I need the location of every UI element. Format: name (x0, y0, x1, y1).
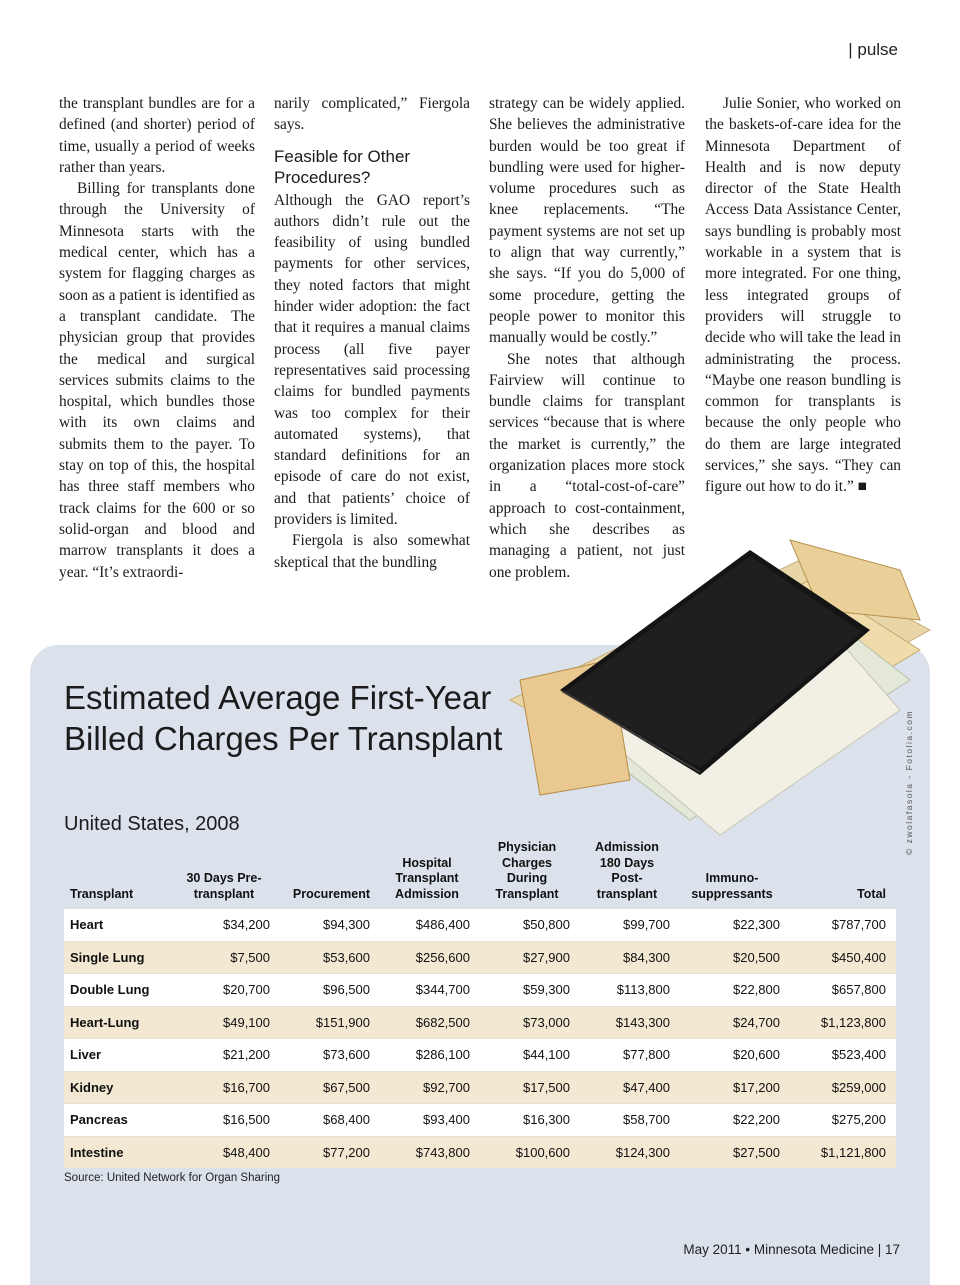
charge-cell: $58,700 (578, 1104, 678, 1137)
column-header: Total (857, 886, 886, 901)
transplant-name-cell: Intestine (64, 1136, 172, 1168)
paragraph: narily complicated,” Fiergola says. (274, 95, 470, 134)
charge-cell: $21,200 (172, 1039, 278, 1072)
charge-cell: $27,500 (678, 1136, 788, 1168)
charge-cell: $143,300 (578, 1006, 678, 1039)
table-row (64, 1039, 896, 1072)
table-source: Source: United Network for Organ Sharing (64, 1172, 281, 1184)
table-row (64, 1136, 896, 1168)
paragraph: strategy can be widely applied. She believes the administrative burden would be too great if bundling were used for higher-volume procedures such as knee replacements. “The payment systems are not set up to align that way currently,” she says. “If you do 5,000 of some procedure, getting the people power to monitor this manually would be costly.” (489, 95, 685, 347)
charge-cell: $17,200 (678, 1071, 788, 1104)
charge-cell: $92,700 (378, 1071, 478, 1104)
paragraph: the transplant bundles are for a defined (and shorter) period of time, usually a period of weeks rather than years. (59, 95, 255, 176)
transplant-name-cell: Kidney (64, 1071, 172, 1104)
charge-cell: $73,000 (478, 1006, 578, 1039)
charge-cell: $450,400 (788, 941, 896, 974)
charge-cell: $22,300 (678, 909, 788, 942)
table-row (64, 1104, 896, 1137)
article-column-3 (489, 93, 685, 583)
transplant-name-cell: Liver (64, 1039, 172, 1072)
charge-cell: $59,300 (478, 974, 578, 1007)
article-column-2 (274, 93, 470, 573)
article-body (59, 93, 902, 581)
charge-cell: $84,300 (578, 941, 678, 974)
charge-cell: $22,200 (678, 1104, 788, 1137)
column-header: Immuno-suppressants (691, 871, 773, 901)
charge-cell: $44,100 (478, 1039, 578, 1072)
charge-cell: $16,500 (172, 1104, 278, 1137)
transplant-name-cell: Single Lung (64, 941, 172, 974)
charge-cell: $50,800 (478, 909, 578, 942)
charges-table (64, 840, 896, 1168)
article-column-4 (705, 93, 901, 498)
table-body (64, 909, 896, 1169)
charge-cell: $73,600 (278, 1039, 378, 1072)
table-row (64, 1071, 896, 1104)
charge-cell: $259,000 (788, 1071, 896, 1104)
charge-cell: $124,300 (578, 1136, 678, 1168)
charge-cell: $67,500 (278, 1071, 378, 1104)
section-tag: | pulse (848, 40, 898, 59)
wallet-with-money-image (500, 520, 940, 840)
charge-cell: $113,800 (578, 974, 678, 1007)
column-header: Transplant (70, 886, 134, 901)
paragraph: Fiergola is also somewhat skeptical that the bundling (274, 532, 470, 571)
charge-cell: $68,400 (278, 1104, 378, 1137)
charge-cell: $16,300 (478, 1104, 578, 1137)
charge-cell: $27,900 (478, 941, 578, 974)
charge-cell: $344,700 (378, 974, 478, 1007)
paragraph: Julie Sonier, who worked on the baskets-of-care idea for the Minnesota Department of Health and is now deputy director of the State Health Access Data Assistance Center, says bundling is probably most workable in a system that is more integrated. For one thing, less integrated groups of providers will struggle to decide who will take the lead in administrating the process. “Maybe one reason bundling is common for transplants is because the only people who do them are large integrated services,” she says. “They can figure out how to do it.” ■ (705, 95, 901, 496)
charge-cell: $53,600 (278, 941, 378, 974)
charge-cell: $1,121,800 (788, 1136, 896, 1168)
charge-cell: $657,800 (788, 974, 896, 1007)
charge-cell: $24,700 (678, 1006, 788, 1039)
charge-cell: $20,600 (678, 1039, 788, 1072)
charge-cell: $20,700 (172, 974, 278, 1007)
charge-cell: $100,600 (478, 1136, 578, 1168)
charge-cell: $682,500 (378, 1006, 478, 1039)
transplant-name-cell: Double Lung (64, 974, 172, 1007)
column-header: Hospital Transplant Admission (395, 855, 459, 901)
table-subtitle: United States, 2008 (64, 813, 240, 835)
charge-cell: $99,700 (578, 909, 678, 942)
charge-cell: $48,400 (172, 1136, 278, 1168)
table-row (64, 1006, 896, 1039)
column-header: Physician Charges During Transplant (495, 840, 559, 901)
charge-cell: $743,800 (378, 1136, 478, 1168)
charge-cell: $17,500 (478, 1071, 578, 1104)
transplant-name-cell: Heart (64, 909, 172, 942)
charge-cell: $77,200 (278, 1136, 378, 1168)
charge-cell: $47,400 (578, 1071, 678, 1104)
charge-cell: $96,500 (278, 974, 378, 1007)
charge-cell: $77,800 (578, 1039, 678, 1072)
charge-cell: $20,500 (678, 941, 788, 974)
charge-cell: $486,400 (378, 909, 478, 942)
charge-cell: $523,400 (788, 1039, 896, 1072)
column-header: 30 Days Pre-transplant (186, 871, 262, 901)
table-header-row (64, 840, 896, 909)
charge-cell: $286,100 (378, 1039, 478, 1072)
charge-cell: $275,200 (788, 1104, 896, 1137)
table-row (64, 974, 896, 1007)
charge-cell: $16,700 (172, 1071, 278, 1104)
transplant-name-cell: Heart-Lung (64, 1006, 172, 1039)
charge-cell: $1,123,800 (788, 1006, 896, 1039)
charge-cell: $787,700 (788, 909, 896, 942)
transplant-name-cell: Pancreas (64, 1104, 172, 1137)
charge-cell: $22,800 (678, 974, 788, 1007)
charge-cell: $151,900 (278, 1006, 378, 1039)
paragraph: Billing for transplants done through the University of Minnesota starts with the medical center, which has a system for flagging charges as soon as a patient is identified as a transplant candidate. The physician group that provides the medical and surgical services submits claims to the hospital, which bundles those with its own claims and submits them to the payer. To stay on top of this, the hospital has three staff members who track claims for the 600 or so solid-organ and blood and marrow transplants it does a year. “It’s extraordi- (59, 180, 255, 581)
page-footer: May 2011 • Minnesota Medicine | 17 (683, 1242, 900, 1257)
charge-cell: $93,400 (378, 1104, 478, 1137)
paragraph: She notes that although Fairview will continue to bundle claims for transplant services “because that is where the market is currently,” the organization places more stock in a “total-cost-of-care” approach to cost-containment, which she describes as managing a patient, not just one problem. (489, 350, 685, 581)
column-header: Procurement (292, 886, 370, 901)
photo-credit: © zwolafasola - Fotolia.com (904, 709, 914, 855)
article-column-1 (59, 93, 255, 583)
charge-cell: $7,500 (172, 941, 278, 974)
table-row (64, 909, 896, 942)
subheading: Feasible for Other Procedures? (274, 146, 411, 187)
paragraph: Although the GAO report’s authors didn’t rule out the feasibility of using bundled payments for other services, they noted factors that might hinder wider adoption: the fact that it requires a manual claims process (all five payer representatives said processing claims for bundled payments was too complex for their automated systems), that standard definitions for an episode of care do not exist, and that patients’ choice of providers is limited. (274, 191, 470, 529)
charge-cell: $94,300 (278, 909, 378, 942)
table-row (64, 941, 896, 974)
column-header: Admission 180 Days Post-transplant (595, 840, 659, 901)
charge-cell: $34,200 (172, 909, 278, 942)
charge-cell: $256,600 (378, 941, 478, 974)
charge-cell: $49,100 (172, 1006, 278, 1039)
table-title: Estimated Average First-Year Billed Charges Per Transplant (64, 679, 503, 757)
